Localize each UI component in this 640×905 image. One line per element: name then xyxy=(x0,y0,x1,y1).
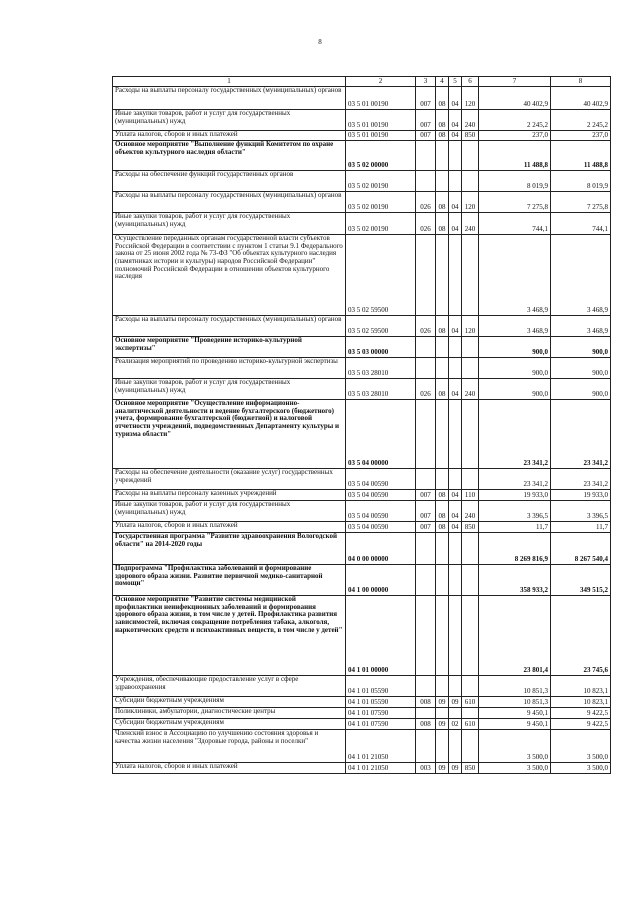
cell-code: 04 1 01 00000 xyxy=(346,596,416,676)
cell-code: 03 5 04 00590 xyxy=(346,469,416,490)
cell-section: 08 xyxy=(436,316,449,337)
cell-amount-2: 23 745,6 xyxy=(551,596,611,676)
cell-department xyxy=(416,141,436,171)
cell-expense-type xyxy=(462,400,479,469)
table-row xyxy=(113,379,611,400)
cell-amount-2: 3 468,9 xyxy=(551,235,611,316)
cell-name: Учреждения, обеспечивающие предоставление услуг в сфере здравоохранения xyxy=(113,676,346,697)
cell-amount-2: 744,1 xyxy=(551,213,611,235)
cell-expense-type: 240 xyxy=(462,213,479,235)
cell-amount-1: 3 468,9 xyxy=(479,235,551,316)
cell-department xyxy=(416,235,436,316)
cell-amount-1: 900,0 xyxy=(479,337,551,358)
cell-department xyxy=(416,358,436,379)
cell-section: 09 xyxy=(436,719,449,730)
cell-subsection xyxy=(449,358,462,379)
cell-code: 03 5 04 00590 xyxy=(346,501,416,522)
table-row xyxy=(113,316,611,337)
cell-name: Государственная программа "Развитие здравоохранения Вологодской области" на 2014-2020 годы xyxy=(113,533,346,565)
cell-name: Субсидии бюджетным учреждениям xyxy=(113,719,346,730)
cell-amount-2: 900,0 xyxy=(551,337,611,358)
cell-expense-type: 850 xyxy=(462,131,479,141)
cell-code: 03 5 02 00190 xyxy=(346,213,416,235)
cell-amount-1: 237,0 xyxy=(479,131,551,141)
cell-name: Субсидии бюджетным учреждениям xyxy=(113,697,346,708)
cell-code: 04 1 00 00000 xyxy=(346,565,416,596)
cell-name: Основное мероприятие "Развитие системы медицинской профилактики неинфекционных заболеваний и формирования здорового образа жизни, в том числе у детей. Профилактика развития зависимостей, включая сокращение потребления табака, алкоголя, наркотических средств и психоактивных веществ, в том числе у детей" xyxy=(113,596,346,676)
table-row xyxy=(113,533,611,565)
cell-amount-2: 23 341,2 xyxy=(551,400,611,469)
cell-subsection xyxy=(449,596,462,676)
cell-name: Основное мероприятие "Выполнение функций Комитетом по охране объектов культурного наследия области" xyxy=(113,141,346,171)
cell-code: 04 1 01 07590 xyxy=(346,708,416,719)
table-row xyxy=(113,131,611,141)
cell-department: 007 xyxy=(416,522,436,533)
cell-name: Членский взнос в Ассоциацию по улучшению состояния здоровья и качества жизни населения "Здоровые города, районы и поселки" xyxy=(113,730,346,763)
cell-subsection xyxy=(449,337,462,358)
cell-amount-1: 40 402,9 xyxy=(479,87,551,110)
header-col-8: 8 xyxy=(551,77,611,87)
cell-amount-1: 11 488,8 xyxy=(479,141,551,171)
cell-code: 04 1 01 21050 xyxy=(346,763,416,774)
cell-amount-2: 9 422,5 xyxy=(551,708,611,719)
header-col-2: 2 xyxy=(346,77,416,87)
cell-expense-type xyxy=(462,337,479,358)
cell-section xyxy=(436,565,449,596)
cell-amount-1: 3 500,0 xyxy=(479,730,551,763)
cell-amount-2: 40 402,9 xyxy=(551,87,611,110)
table-row xyxy=(113,469,611,490)
cell-subsection: 04 xyxy=(449,522,462,533)
cell-name: Иные закупки товаров, работ и услуг для государственных (муниципальных) нужд xyxy=(113,110,346,131)
cell-department: 026 xyxy=(416,316,436,337)
cell-expense-type: 120 xyxy=(462,192,479,213)
cell-subsection: 04 xyxy=(449,501,462,522)
cell-amount-2: 11,7 xyxy=(551,522,611,533)
cell-subsection: 04 xyxy=(449,316,462,337)
cell-department: 007 xyxy=(416,87,436,110)
table-row xyxy=(113,337,611,358)
cell-amount-1: 3 500,0 xyxy=(479,763,551,774)
cell-name: Поликлиники, амбулатории, диагностические центры xyxy=(113,708,346,719)
table-row xyxy=(113,697,611,708)
cell-code: 03 5 02 59500 xyxy=(346,316,416,337)
cell-expense-type xyxy=(462,730,479,763)
cell-code: 03 5 01 00190 xyxy=(346,110,416,131)
cell-code: 03 5 04 00590 xyxy=(346,522,416,533)
cell-code: 04 1 01 05590 xyxy=(346,676,416,697)
table-row xyxy=(113,501,611,522)
cell-code: 03 5 04 00000 xyxy=(346,400,416,469)
cell-department: 007 xyxy=(416,131,436,141)
cell-section: 08 xyxy=(436,490,449,501)
table-row xyxy=(113,708,611,719)
cell-subsection xyxy=(449,708,462,719)
header-col-7: 7 xyxy=(479,77,551,87)
cell-amount-1: 900,0 xyxy=(479,358,551,379)
cell-section xyxy=(436,676,449,697)
cell-amount-1: 9 450,1 xyxy=(479,708,551,719)
cell-expense-type xyxy=(462,171,479,192)
cell-expense-type: 850 xyxy=(462,763,479,774)
header-col-5: 5 xyxy=(449,77,462,87)
cell-amount-2: 8 019,9 xyxy=(551,171,611,192)
cell-code: 03 5 03 28010 xyxy=(346,379,416,400)
cell-name: Уплата налогов, сборов и иных платежей xyxy=(113,522,346,533)
cell-amount-2: 2 245,2 xyxy=(551,110,611,131)
cell-section xyxy=(436,337,449,358)
cell-subsection: 09 xyxy=(449,763,462,774)
cell-amount-2: 8 267 540,4 xyxy=(551,533,611,565)
cell-name: Расходы на выплаты персоналу государственных (муниципальных) органов xyxy=(113,192,346,213)
cell-subsection: 04 xyxy=(449,213,462,235)
cell-name: Иные закупки товаров, работ и услуг для государственных (муниципальных) нужд xyxy=(113,213,346,235)
cell-expense-type: 610 xyxy=(462,719,479,730)
cell-expense-type xyxy=(462,708,479,719)
cell-code: 04 0 00 00000 xyxy=(346,533,416,565)
cell-subsection xyxy=(449,676,462,697)
cell-department: 026 xyxy=(416,213,436,235)
cell-amount-1: 11,7 xyxy=(479,522,551,533)
cell-code: 03 5 02 00190 xyxy=(346,192,416,213)
cell-department xyxy=(416,533,436,565)
cell-expense-type: 110 xyxy=(462,490,479,501)
header-col-1: 1 xyxy=(113,77,346,87)
table-row xyxy=(113,565,611,596)
cell-department: 007 xyxy=(416,490,436,501)
cell-amount-2: 3 396,5 xyxy=(551,501,611,522)
cell-section xyxy=(436,730,449,763)
cell-name: Основное мероприятие "Проведение историко-культурной экспертизы" xyxy=(113,337,346,358)
cell-department xyxy=(416,565,436,596)
cell-section xyxy=(436,469,449,490)
cell-amount-2: 900,0 xyxy=(551,358,611,379)
cell-expense-type xyxy=(462,676,479,697)
cell-amount-1: 3 396,5 xyxy=(479,501,551,522)
cell-department xyxy=(416,469,436,490)
header-col-3: 3 xyxy=(416,77,436,87)
header-col-6: 6 xyxy=(462,77,479,87)
cell-amount-1: 3 468,9 xyxy=(479,316,551,337)
table-row xyxy=(113,490,611,501)
cell-amount-2: 3 468,9 xyxy=(551,316,611,337)
cell-department xyxy=(416,337,436,358)
cell-amount-1: 7 275,8 xyxy=(479,192,551,213)
cell-amount-1: 23 341,2 xyxy=(479,469,551,490)
cell-department xyxy=(416,171,436,192)
table-row xyxy=(113,235,611,316)
cell-name: Иные закупки товаров, работ и услуг для государственных (муниципальных) нужд xyxy=(113,501,346,522)
cell-amount-1: 8 269 816,9 xyxy=(479,533,551,565)
cell-section xyxy=(436,171,449,192)
cell-section: 08 xyxy=(436,110,449,131)
cell-name: Реализация мероприятий по проведению историко-культурной экспертизы xyxy=(113,358,346,379)
cell-subsection xyxy=(449,141,462,171)
cell-section: 08 xyxy=(436,501,449,522)
budget-table xyxy=(112,76,611,774)
table-row xyxy=(113,596,611,676)
table-row xyxy=(113,522,611,533)
cell-department xyxy=(416,596,436,676)
cell-section xyxy=(436,358,449,379)
cell-amount-2: 3 500,0 xyxy=(551,763,611,774)
cell-amount-1: 744,1 xyxy=(479,213,551,235)
cell-amount-1: 23 801,4 xyxy=(479,596,551,676)
cell-code: 03 5 03 00000 xyxy=(346,337,416,358)
cell-amount-1: 23 341,2 xyxy=(479,400,551,469)
cell-amount-2: 11 488,8 xyxy=(551,141,611,171)
cell-amount-1: 19 933,0 xyxy=(479,490,551,501)
cell-subsection: 04 xyxy=(449,379,462,400)
cell-department xyxy=(416,708,436,719)
table-body xyxy=(113,77,611,774)
cell-department: 008 xyxy=(416,719,436,730)
table-row xyxy=(113,110,611,131)
cell-department: 008 xyxy=(416,697,436,708)
cell-expense-type xyxy=(462,533,479,565)
cell-amount-2: 19 933,0 xyxy=(551,490,611,501)
cell-section: 08 xyxy=(436,87,449,110)
cell-expense-type: 120 xyxy=(462,316,479,337)
cell-section: 09 xyxy=(436,697,449,708)
cell-department xyxy=(416,730,436,763)
cell-subsection xyxy=(449,565,462,596)
cell-amount-2: 237,0 xyxy=(551,131,611,141)
cell-subsection xyxy=(449,400,462,469)
cell-amount-1: 900,0 xyxy=(479,379,551,400)
cell-amount-1: 9 450,1 xyxy=(479,719,551,730)
cell-name: Осуществление переданных органам государственной власти субъектов Российской Федерации в соответствии с пунктом 1 статьи 9.1 Федерального закона от 25 июня 2002 года № 73-ФЗ "Об объектах культурного наследия (памятниках истории и культуры) народов Российской Федерации" полномочий Российской Федерации в отношении объектов культурного наследия xyxy=(113,235,346,316)
cell-subsection xyxy=(449,171,462,192)
cell-code: 03 5 02 00000 xyxy=(346,141,416,171)
cell-amount-2: 9 422,5 xyxy=(551,719,611,730)
cell-subsection xyxy=(449,469,462,490)
header-col-4: 4 xyxy=(436,77,449,87)
cell-section xyxy=(436,596,449,676)
cell-expense-type xyxy=(462,141,479,171)
cell-code: 04 1 01 21050 xyxy=(346,730,416,763)
cell-code: 03 5 01 00190 xyxy=(346,131,416,141)
cell-section: 09 xyxy=(436,763,449,774)
cell-expense-type: 240 xyxy=(462,501,479,522)
cell-name: Уплата налогов, сборов и иных платежей xyxy=(113,763,346,774)
cell-name: Расходы на выплаты персоналу государственных (муниципальных) органов xyxy=(113,316,346,337)
cell-amount-1: 8 019,9 xyxy=(479,171,551,192)
cell-department: 026 xyxy=(416,379,436,400)
cell-expense-type: 850 xyxy=(462,522,479,533)
cell-name: Подпрограмма "Профилактика заболеваний и формирование здорового образа жизни. Развитие первичной медико-санитарной помощи" xyxy=(113,565,346,596)
cell-section xyxy=(436,400,449,469)
cell-section xyxy=(436,235,449,316)
cell-subsection xyxy=(449,730,462,763)
cell-amount-2: 10 823,1 xyxy=(551,697,611,708)
table-row xyxy=(113,763,611,774)
table-row xyxy=(113,400,611,469)
cell-expense-type: 240 xyxy=(462,110,479,131)
cell-subsection: 04 xyxy=(449,131,462,141)
cell-amount-1: 2 245,2 xyxy=(479,110,551,131)
cell-expense-type xyxy=(462,235,479,316)
cell-name: Основное мероприятие "Осуществление информационно-аналитической деятельности и ведение бухгалтерского (бюджетного) учета, формирование бухгалтерской (бюджетной) и налоговой отчетности учреждений, подведомственных Департаменту культуры и туризма области" xyxy=(113,400,346,469)
cell-expense-type: 120 xyxy=(462,87,479,110)
cell-section: 08 xyxy=(436,213,449,235)
table-row xyxy=(113,676,611,697)
cell-department xyxy=(416,676,436,697)
table-row xyxy=(113,171,611,192)
cell-department xyxy=(416,400,436,469)
cell-code: 04 1 01 07590 xyxy=(346,719,416,730)
cell-code: 03 5 02 00190 xyxy=(346,171,416,192)
cell-section: 08 xyxy=(436,192,449,213)
cell-code: 04 1 01 05590 xyxy=(346,697,416,708)
cell-name: Уплата налогов, сборов и иных платежей xyxy=(113,131,346,141)
table-row xyxy=(113,141,611,171)
table-row xyxy=(113,213,611,235)
cell-subsection xyxy=(449,533,462,565)
cell-department: 026 xyxy=(416,192,436,213)
cell-section: 08 xyxy=(436,522,449,533)
cell-subsection: 09 xyxy=(449,697,462,708)
cell-department: 003 xyxy=(416,763,436,774)
cell-subsection: 04 xyxy=(449,87,462,110)
cell-subsection: 04 xyxy=(449,110,462,131)
cell-amount-1: 10 851,3 xyxy=(479,676,551,697)
cell-subsection: 04 xyxy=(449,192,462,213)
cell-expense-type xyxy=(462,565,479,596)
cell-expense-type: 610 xyxy=(462,697,479,708)
cell-section xyxy=(436,533,449,565)
cell-amount-2: 3 500,0 xyxy=(551,730,611,763)
cell-name: Иные закупки товаров, работ и услуг для государственных (муниципальных) нужд xyxy=(113,379,346,400)
cell-amount-2: 349 515,2 xyxy=(551,565,611,596)
cell-section: 08 xyxy=(436,379,449,400)
cell-section: 08 xyxy=(436,131,449,141)
cell-name: Расходы на обеспечение функций государственных органов xyxy=(113,171,346,192)
table-row xyxy=(113,358,611,379)
cell-section xyxy=(436,141,449,171)
cell-amount-2: 23 341,2 xyxy=(551,469,611,490)
cell-department: 007 xyxy=(416,110,436,131)
cell-department: 007 xyxy=(416,501,436,522)
table-header-row xyxy=(113,77,611,87)
cell-expense-type: 240 xyxy=(462,379,479,400)
table-row xyxy=(113,87,611,110)
cell-expense-type xyxy=(462,596,479,676)
cell-subsection: 02 xyxy=(449,719,462,730)
cell-amount-1: 358 933,2 xyxy=(479,565,551,596)
cell-name: Расходы на выплаты персоналу казенных учреждений xyxy=(113,490,346,501)
cell-expense-type xyxy=(462,469,479,490)
page-number: 8 xyxy=(318,38,322,46)
table-row xyxy=(113,730,611,763)
cell-code: 03 5 01 00190 xyxy=(346,87,416,110)
cell-name: Расходы на выплаты персоналу государственных (муниципальных) органов xyxy=(113,87,346,110)
cell-code: 03 5 02 59500 xyxy=(346,235,416,316)
cell-section xyxy=(436,708,449,719)
cell-expense-type xyxy=(462,358,479,379)
cell-subsection: 04 xyxy=(449,490,462,501)
cell-amount-2: 900,0 xyxy=(551,379,611,400)
cell-subsection xyxy=(449,235,462,316)
cell-amount-2: 7 275,8 xyxy=(551,192,611,213)
cell-amount-1: 10 851,3 xyxy=(479,697,551,708)
table-row xyxy=(113,719,611,730)
table-row xyxy=(113,192,611,213)
cell-amount-2: 10 823,1 xyxy=(551,676,611,697)
cell-name: Расходы на обеспечение деятельности (оказание услуг) государственных учреждений xyxy=(113,469,346,490)
cell-code: 03 5 03 28010 xyxy=(346,358,416,379)
cell-code: 03 5 04 00590 xyxy=(346,490,416,501)
